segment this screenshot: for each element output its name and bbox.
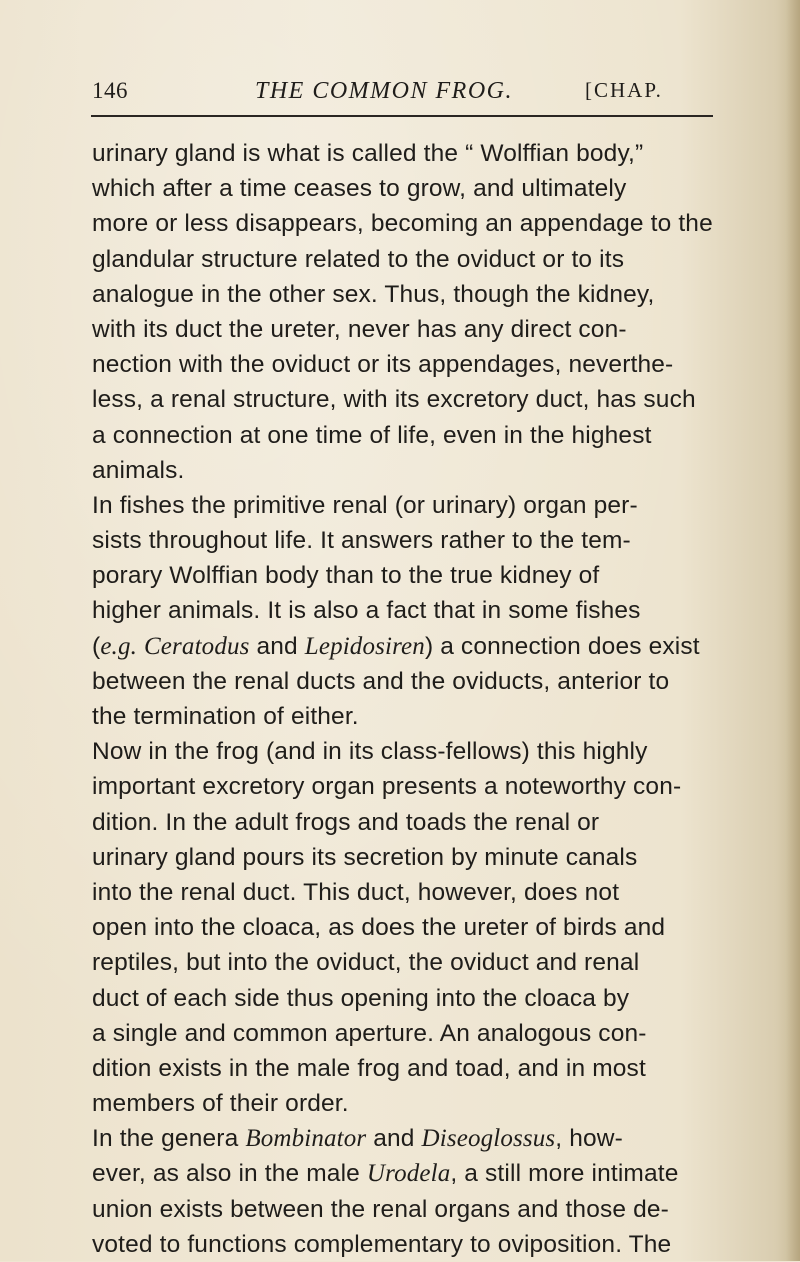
italic-term: Bombinator [245, 1125, 367, 1153]
page-number: 146 [92, 78, 128, 103]
text-line: dition exists in the male frog and toad, and in most [92, 1054, 646, 1082]
text-line: porary Wolffian body than to the true kidney of [92, 562, 600, 590]
text-line: nection with the oviduct or its appendages, neverthe- [92, 351, 674, 379]
text-run: and [249, 632, 305, 660]
header-rule [91, 115, 713, 117]
text-line: analogue in the other sex. Thus, though the kidney, [92, 280, 655, 308]
text-line: animals. [92, 456, 185, 484]
text-line: open into the cloaca, as does the ureter of birds and [92, 914, 666, 942]
text-line: voted to functions complementary to oviposition. The [92, 1230, 672, 1258]
running-title: THE COMMON FROG. [255, 78, 513, 104]
text-run: ) a connection does exist [424, 632, 700, 660]
paragraph-start-line [92, 1121, 720, 1156]
text-line: union exists between the renal organs and those de- [92, 1195, 669, 1223]
text-line: a connection at one time of life, even in the highest [92, 421, 652, 449]
text-line: reptiles, but into the oviduct, the oviduct and renal [92, 949, 640, 977]
text-run: ever, as also in the male [92, 1160, 367, 1188]
text-line: which after a time ceases to grow, and ultimately [92, 175, 627, 203]
text-run: and [366, 1125, 422, 1153]
text-line: duct of each side thus opening into the cloaca by [92, 984, 630, 1012]
text-line: with its duct the ureter, never has any direct con- [92, 315, 627, 343]
text-line: into the renal duct. This duct, however, does not [92, 878, 620, 906]
paragraph-start-line: Now in the frog (and in its class-fellows) this highly [92, 738, 648, 766]
text-line [92, 1156, 720, 1191]
chapter-mark: [CHAP. [585, 78, 663, 102]
text-line: dition. In the adult frogs and toads the renal or [92, 808, 600, 836]
text-line: less, a renal structure, with its excretory duct, has such [92, 386, 696, 414]
page-edge-shadow [786, 0, 800, 1261]
text-run: ( [92, 632, 101, 660]
paragraph-start-line: In fishes the primitive renal (or urinary) organ per- [92, 491, 638, 519]
text-line: urinary gland is what is called the “ Wolffian body,” [92, 140, 644, 167]
italic-term: Ceratodus [143, 632, 250, 660]
body-text [92, 136, 720, 1262]
text-run: , a still more intimate [450, 1160, 679, 1188]
text-line: glandular structure related to the oviduct or to its [92, 245, 625, 273]
text-run [137, 633, 144, 660]
text-line: between the renal ducts and the oviducts, anterior to [92, 667, 670, 695]
text-line [92, 629, 720, 664]
text-line: a single and common aperture. An analogous con- [92, 1019, 647, 1047]
text-line: more or less disappears, becoming an appendage to the [92, 210, 713, 238]
italic-term: Urodela [366, 1160, 451, 1188]
page-header [0, 78, 800, 118]
italic-term: e.g. [100, 632, 138, 660]
text-line: higher animals. It is also a fact that in some fishes [92, 597, 641, 625]
italic-term: Lepidosiren [304, 632, 425, 660]
text-run: In the genera [92, 1125, 246, 1153]
text-line: the termination of either. [92, 703, 359, 730]
text-line: members of their order. [92, 1090, 349, 1118]
text-line: urinary gland pours its secretion by minute canals [92, 843, 638, 871]
italic-term: Diseoglossus [421, 1125, 556, 1153]
text-run: , how- [555, 1125, 623, 1153]
text-line: sists throughout life. It answers rather to the tem- [92, 527, 631, 555]
text-line: important excretory organ presents a noteworthy con- [92, 773, 682, 801]
